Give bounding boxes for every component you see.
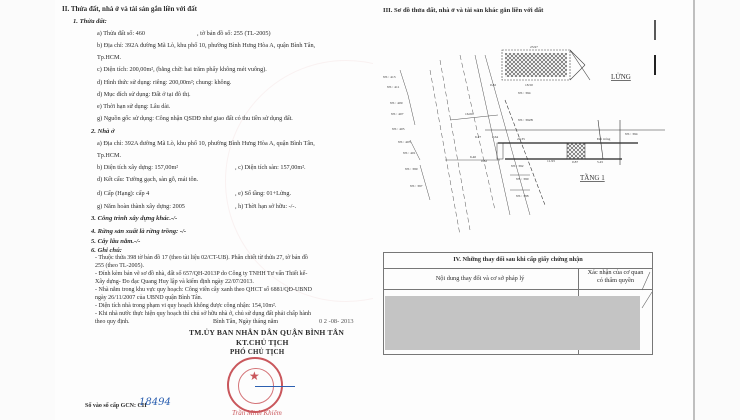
house-floor-area: , c) Diện tích sàn: 157,00m². xyxy=(235,164,306,171)
official-seal xyxy=(227,357,283,413)
house-build-area: b) Diện tích xây dựng: 157,00m² xyxy=(97,164,179,171)
house-ownership-term: , h) Thời hạn sở hữu: -/-. xyxy=(235,203,296,210)
svg-text:2.64: 2.64 xyxy=(492,135,499,139)
note-line: - Khi nhà nước thực hiện quy hoạch thì chủ sở hữu nhà ở, chủ sử dụng đất phải chấp hành xyxy=(95,311,311,317)
note-line: 255 (theo TL-2005). xyxy=(95,263,145,269)
svg-text:NS : 411: NS : 411 xyxy=(387,85,400,89)
issue-date-line: Bình Tân, Ngày tháng năm xyxy=(213,319,279,325)
note-line: Xây dựng- Đo đạc Quang Huy lập và kiểm định ngày 22/07/2013. xyxy=(95,279,254,285)
column-confirm-header-line1: Xác nhận của cơ quan xyxy=(587,269,644,276)
svg-text:NS : 390: NS : 390 xyxy=(516,177,529,181)
svg-text:0.82: 0.82 xyxy=(481,159,488,163)
house-structure: d) Kết cấu: Tường gạch, sàn gỗ, mái tôn. xyxy=(97,176,199,183)
land-use-origin: g) Nguồn gốc sử dụng: Công nhận QSDĐ như giao đất có thu tiền sử dụng đất. xyxy=(97,115,293,122)
house-year-completed: g) Năm hoàn thành xây dựng: 2005 xyxy=(97,203,185,210)
svg-text:NS : 397: NS : 397 xyxy=(410,184,423,188)
svg-text:23.97: 23.97 xyxy=(530,45,538,49)
notes-heading: 6. Ghi chú: xyxy=(91,247,122,254)
land-use-purpose: d) Mục đích sử dụng: Đất ở tại đô thị. xyxy=(97,91,191,98)
changes-table-title: IV. Những thay đổi sau khi cấp giấy chứng nhận xyxy=(453,256,583,263)
column-content-header: Nội dung thay đổi và cơ sở pháp lý xyxy=(435,275,525,282)
svg-text:6.40: 6.40 xyxy=(470,155,477,159)
svg-text:NS : 403: NS : 403 xyxy=(398,140,411,144)
svg-text:Đất trống: Đất trống xyxy=(597,137,611,141)
house-address-line1: a) Địa chỉ: 392A đường Mã Lò, khu phố 10, phường Bình Hưng Hòa A, quận Bình Tân, xyxy=(97,140,315,147)
house-address-line2: Tp.HCM. xyxy=(97,152,122,159)
svg-text:NS : 409: NS : 409 xyxy=(390,101,403,105)
svg-text:0.87: 0.87 xyxy=(572,160,579,164)
svg-text:0.82: 0.82 xyxy=(490,83,497,87)
land-parcel-number: a) Thửa đất số: 460 xyxy=(97,30,145,37)
issue-date-stamp: 0 2 -08- 2013 xyxy=(319,318,354,325)
note-line: - Thuộc thửa 398 tờ bản đồ 17 (theo tài liệu 02/CT-UB). Phân chiết từ thửa 27, tờ bản đồ xyxy=(95,255,308,261)
svg-text:NS : 392: NS : 392 xyxy=(511,164,524,168)
mezzanine-label: LỬNG xyxy=(611,73,631,81)
other-works: 3. Công trình xây dựng khác.-/- xyxy=(91,215,178,222)
signature-stroke xyxy=(255,386,295,387)
authority-line1: TM.ỦY BAN NHÂN DÂN QUẬN BÌNH TÂN xyxy=(189,328,345,337)
seal-star-icon: ★ xyxy=(249,369,260,383)
svg-text:NS : 413: NS : 413 xyxy=(383,75,396,79)
note-line: - Nhà nằm trong khu vực quy hoạch: Công viên cây xanh theo QHCT số 6881/QĐ-UBND xyxy=(95,287,312,293)
svg-text:NS : 399: NS : 399 xyxy=(405,167,418,171)
land-map-sheet: , tờ bản đồ số: 255 (TL-2005) xyxy=(197,30,271,37)
land-address-line1: b) Địa chỉ: 392A đường Mã Lò, khu phố 10, phường Bình Hưng Hòa A, quận Bình Tân, xyxy=(97,42,316,49)
floor1-label: TẦNG 1 xyxy=(580,174,605,182)
perennial-trees: 5. Cây lâu năm.-/- xyxy=(91,238,141,245)
land-area: c) Diện tích: 200,00m², (bằng chữ: hai trăm phẩy không mét vuông). xyxy=(97,66,267,73)
land-use-term: e) Thời hạn sử dụng: Lâu dài. xyxy=(97,103,171,110)
svg-text:NS : 392B: NS : 392B xyxy=(518,118,533,122)
authority-line2: KT.CHỦ TỊCH xyxy=(236,338,289,347)
section-iii-title: III. Sơ đồ thửa đất, nhà ở và tài sản khác gắn liền với đất xyxy=(383,7,544,14)
house-heading: 2. Nhà ở xyxy=(91,128,115,135)
column-confirm-header-line2: có thẩm quyền xyxy=(596,277,635,284)
svg-text:18.50: 18.50 xyxy=(525,83,533,87)
house-floors: , e) Số tầng: 01+Lửng. xyxy=(235,190,291,197)
svg-text:NS : 405: NS : 405 xyxy=(392,127,405,131)
note-line: - Đính kèm bản vẽ sơ đồ nhà, đất số 657/QH-2013P do Công ty TNHH Tư vấn Thiết kế- xyxy=(95,271,308,277)
land-use-form: d) Hình thức sử dụng: riêng: 200,00m²; chung: không. xyxy=(97,79,232,86)
production-forest: 4. Rừng sản xuất là rừng trồng: -/- xyxy=(91,228,187,235)
land-heading: 1. Thửa đất: xyxy=(73,18,107,25)
svg-text:11.93: 11.93 xyxy=(547,159,555,163)
register-number: 18494 xyxy=(139,397,171,408)
svg-text:NS : 394: NS : 394 xyxy=(625,132,638,136)
svg-text:16.00: 16.00 xyxy=(465,112,473,116)
note-line: ngày 26/11/2007 của UBND quận Bình Tân. xyxy=(95,295,203,301)
svg-text:6.27: 6.27 xyxy=(475,135,482,139)
house-grade: d) Cấp (Hạng): cấp 4 xyxy=(97,190,150,197)
svg-text:NS : 388: NS : 388 xyxy=(516,194,529,198)
signer-name: Trần Minh Khiêm xyxy=(232,409,282,417)
authority-line3: PHÓ CHỦ TỊCH xyxy=(230,348,285,356)
svg-text:20.35: 20.35 xyxy=(517,137,525,141)
svg-text:NS : 407: NS : 407 xyxy=(391,112,404,116)
section-ii-title: II. Thửa đất, nhà ở và tài sản gắn liền với đất xyxy=(62,5,197,13)
note-line: - Diện tích nhà trong phạm vi quy hoạch không được công nhận: 154,10m². xyxy=(95,303,277,309)
svg-text:5.45: 5.45 xyxy=(597,160,604,164)
note-line: theo quy định. xyxy=(95,319,130,325)
redacted-block xyxy=(385,296,640,350)
register-label: Số vào sổ cấp GCN: CH xyxy=(85,403,147,409)
land-address-line2: Tp.HCM. xyxy=(97,54,122,61)
svg-text:NS : 401: NS : 401 xyxy=(403,151,416,155)
svg-text:NS : 394: NS : 394 xyxy=(518,91,531,95)
